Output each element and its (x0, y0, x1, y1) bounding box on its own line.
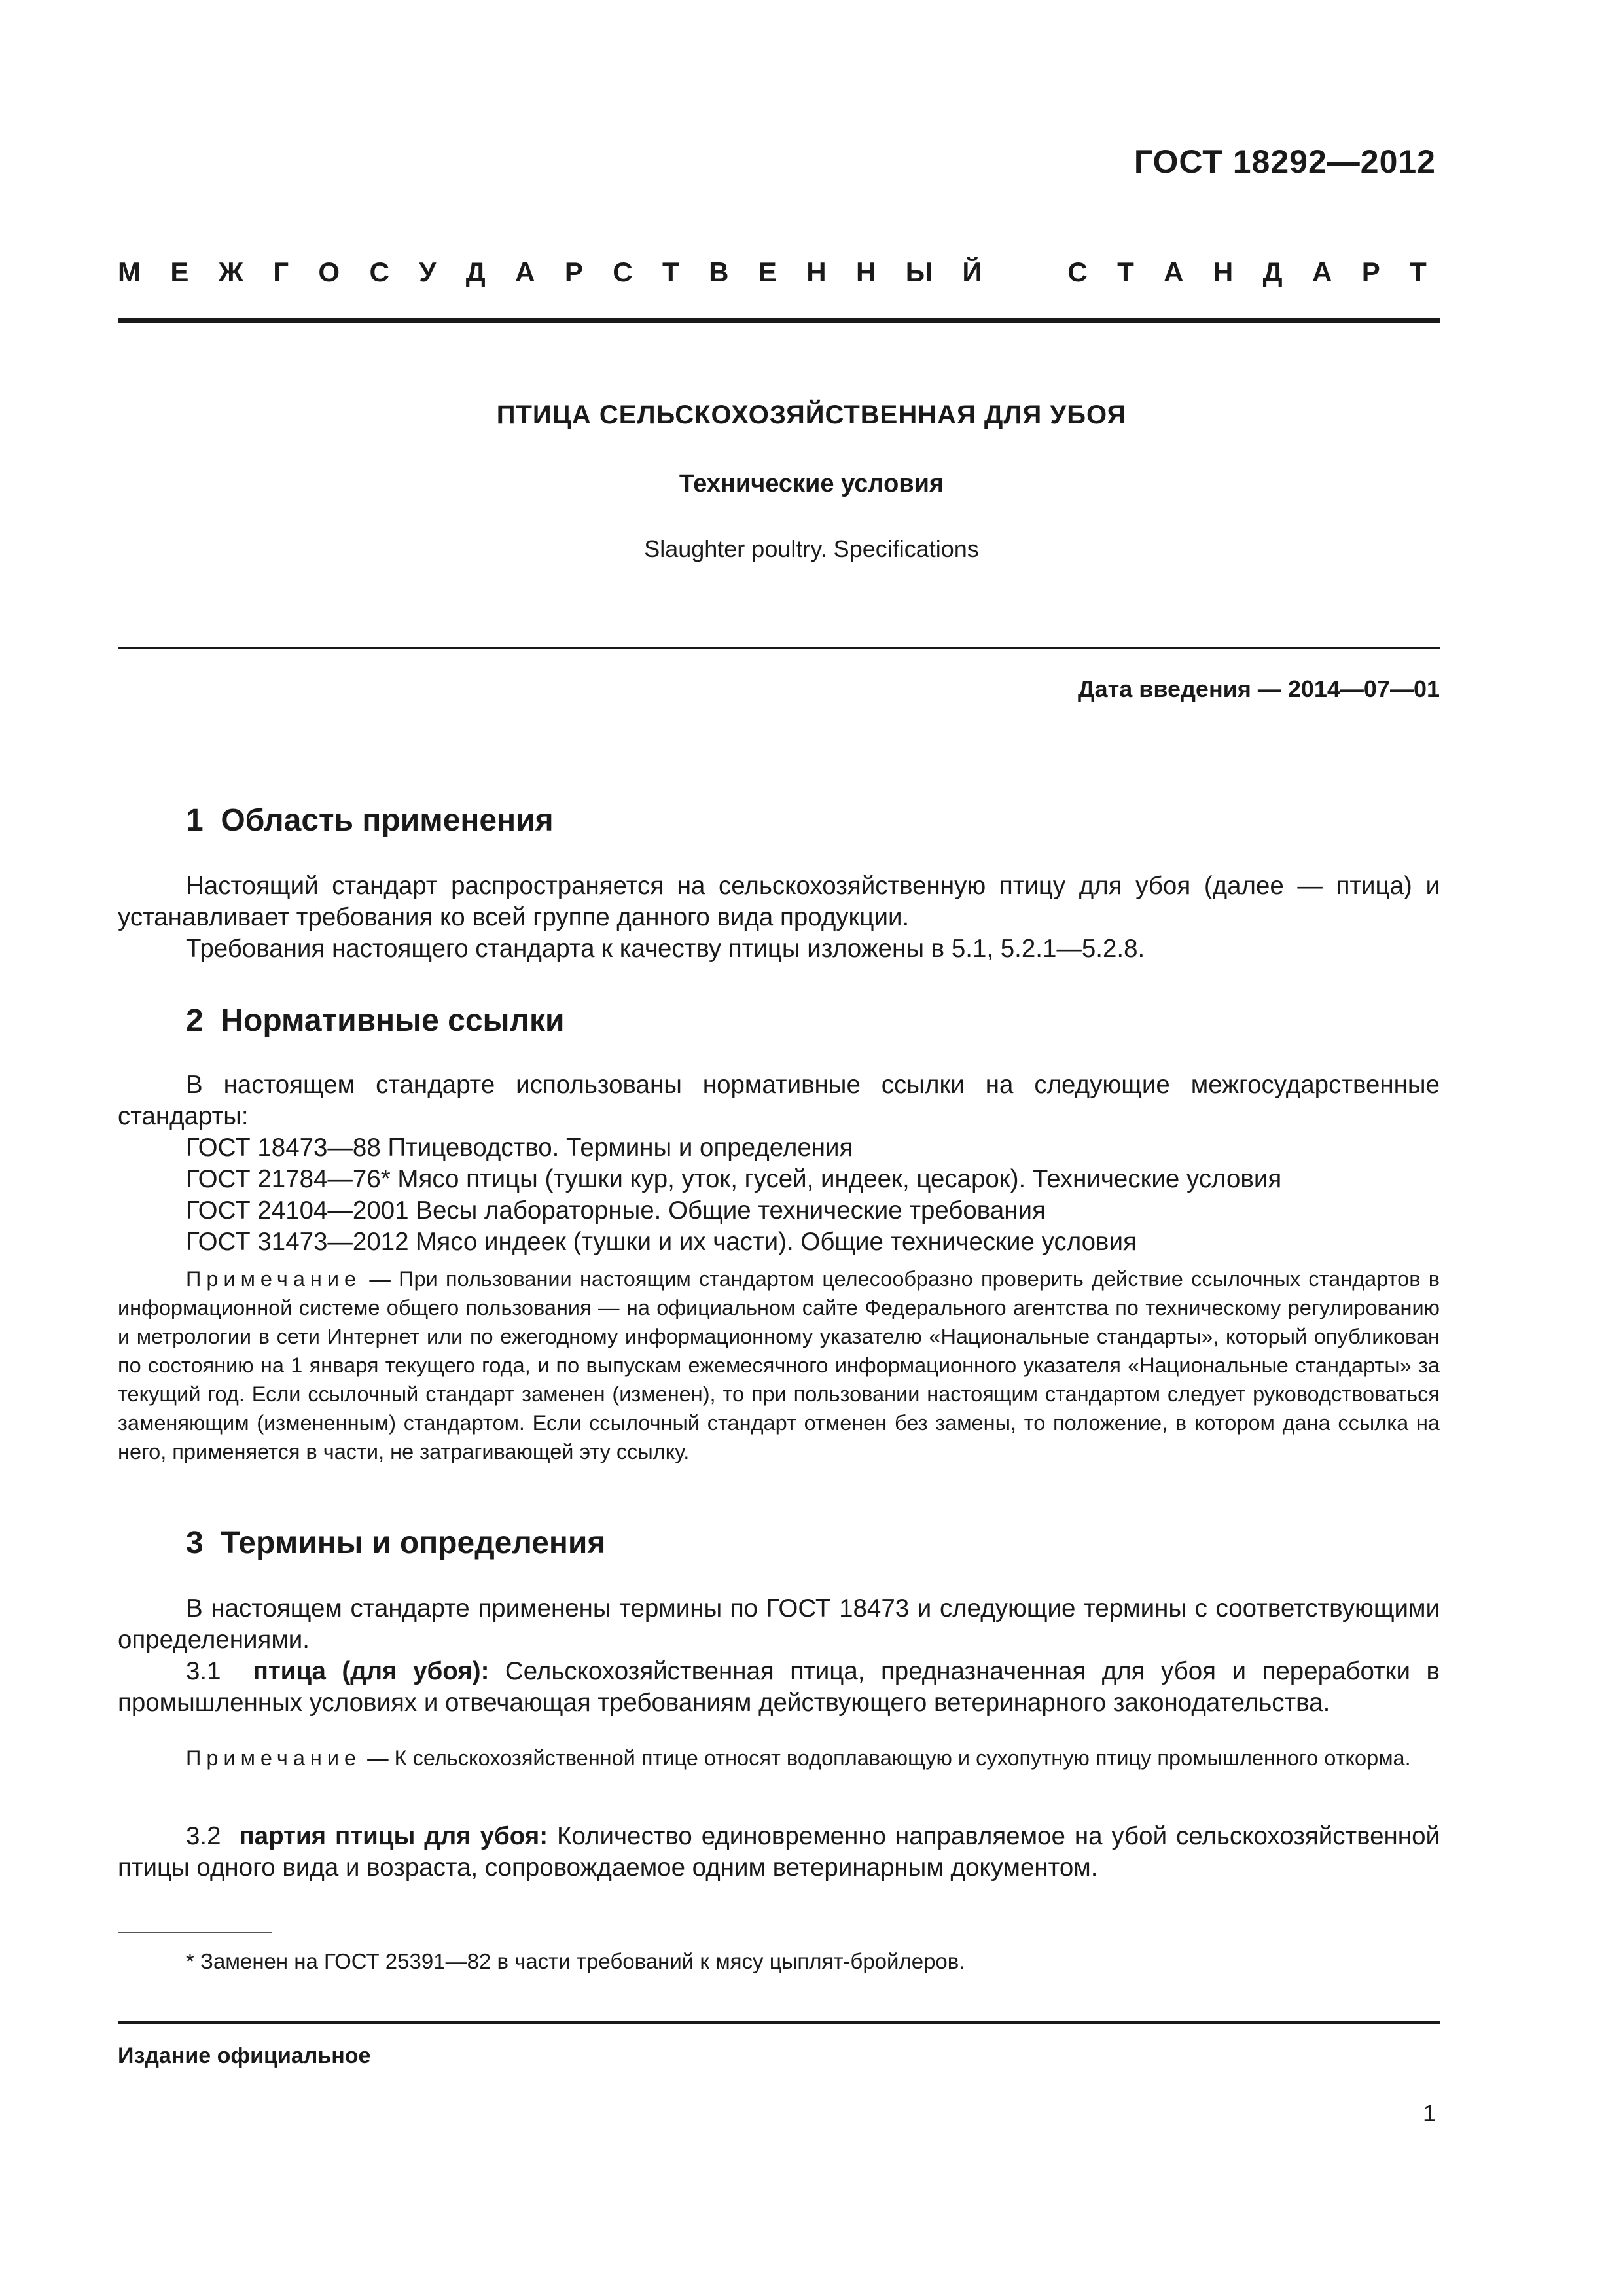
banner-letter: С (369, 257, 389, 287)
section-1-title: Область применения (221, 803, 554, 838)
banner-letter: Г (273, 257, 289, 287)
banner-letter: А (515, 257, 535, 287)
section-1-paragraph: Требования настоящего стандарта к качеству птицы изложены в 5.1, 5.2.1—5.2.8. (186, 935, 1145, 963)
banner-letter: Е (170, 257, 189, 287)
section-1-number: 1 (186, 803, 204, 838)
section-3-title: Термины и определения (221, 1526, 606, 1560)
reference-item: ГОСТ 24104—2001 Весы лабораторные. Общие технические требования (186, 1196, 1046, 1225)
banner-letter: С (613, 257, 633, 287)
term-name: партия птицы для убоя: (239, 1822, 548, 1850)
banner-letter: Н (806, 257, 827, 287)
term-number: 3.2 (186, 1822, 221, 1850)
section-2-title: Нормативные ссылки (221, 1003, 565, 1038)
footnote: * Заменен на ГОСТ 25391—82 в части требований к мясу цыплят-бройлеров. (186, 1949, 965, 1973)
banner-letter: Н (856, 257, 876, 287)
reference-item: ГОСТ 18473—88 Птицеводство. Термины и определения (186, 1134, 853, 1162)
banner-letter: В (709, 257, 729, 287)
banner-letter: Н (1213, 257, 1234, 287)
term-3-2-block (118, 1821, 1440, 1884)
introduction-date: Дата введения — 2014—07—01 (1077, 675, 1440, 702)
section-2-note (118, 1265, 1440, 1466)
banner-letter: Т (1410, 257, 1427, 287)
term-name: птица (для убоя): (253, 1657, 490, 1685)
official-edition-label: Издание официальное (118, 2043, 371, 2068)
english-title: Slaughter poultry. Specifications (644, 535, 979, 562)
note-label: Примечание (186, 1267, 362, 1291)
banner-letter: У (419, 257, 437, 287)
note-text: — К сельскохозяйственной птице относят водоплавающую и сухопутную птицу промышленного откорма. (361, 1746, 1411, 1770)
section-3-note (118, 1744, 1440, 1772)
term-definition: Сельскохозяйственная птица, предназначенная для убоя и переработки в промышленных условиях и отвечающая требованиям действующего ветеринарного законодательства. (118, 1657, 1440, 1717)
banner-letter: С (1067, 257, 1088, 287)
note-text: — При пользовании настоящим стандартом целесообразно проверить действие ссылочных стандартов в информационной системе общего пользования — на официальном сайте Федерального агентства по техническому регулированию и метрологии в сети Интернет или по ежегодному информационному указателю «Национальные стандарты», который опубликован по состоянию на 1 января текущего года, и по выпускам ежемесячного информационного указателя «Национальные стандарты» за текущий год. Если ссылочный стандарт заменен (изменен), то при пользовании настоящим стандартом следует руководствоваться заменяющим (измененным) стандартом. Если ссылочный стандарт отменен без замены, то положение, в котором дана ссылка на него, применяется в части, не затрагивающей эту ссылку. (118, 1267, 1440, 1463)
section-2-paragraph: В настоящем стандарте использованы нормативные ссылки на следующие межгосударственные стандарты: (118, 1071, 1440, 1130)
document-title: ПТИЦА СЕЛЬСКОХОЗЯЙСТВЕННАЯ ДЛЯ УБОЯ (496, 401, 1127, 429)
document-subtitle: Технические условия (679, 470, 944, 497)
reference-item: ГОСТ 21784—76* Мясо птицы (тушки кур, уток, гусей, индеек, цесарок). Технические условия (186, 1165, 1282, 1193)
banner-letter: Т (662, 257, 679, 287)
normative-references-list (186, 1132, 1440, 1258)
footer-rule (118, 2021, 1440, 2024)
term-definition: Количество единовременно направляемое на убой сельскохозяйственной птицы одного вида и возраста, сопровождаемое одним ветеринарным документом. (118, 1822, 1440, 1882)
banner-letter: А (1164, 257, 1184, 287)
banner-letter: Р (1361, 257, 1380, 287)
reference-item: ГОСТ 31473—2012 Мясо индеек (тушки и их части). Общие технические условия (186, 1228, 1137, 1256)
banner-letter: Ж (218, 257, 243, 287)
section-2-heading (118, 1003, 1440, 1039)
banner-letter: Ы (905, 257, 933, 287)
banner-letter: Р (564, 257, 583, 287)
term-number: 3.1 (186, 1657, 221, 1685)
banner-letter: О (318, 257, 340, 287)
footnote-separator (118, 1932, 272, 1933)
page-number: 1 (1422, 2100, 1436, 2126)
section-1-paragraph: Настоящий стандарт распространяется на сельскохозяйственную птицу для убоя (далее — птица) и устанавливает требования ко всей группе данного вида продукции. (118, 872, 1440, 931)
section-3-paragraph: В настоящем стандарте применены термины по ГОСТ 18473 и следующие термины с соответствующими определениями. (118, 1594, 1440, 1654)
section-1-heading (118, 802, 1440, 838)
banner-letter: Д (465, 257, 486, 287)
banner-word-gap (1012, 257, 1038, 288)
section-3-body (118, 1593, 1440, 1719)
section-1-body (118, 870, 1440, 965)
banner-letter: Т (1117, 257, 1134, 287)
section-3-number: 3 (186, 1526, 204, 1560)
note-label: Примечание (186, 1746, 362, 1770)
term-3-1 (118, 1656, 1440, 1719)
banner-letter: А (1311, 257, 1332, 287)
banner-letter: Й (962, 257, 982, 287)
standard-number: ГОСТ 18292—2012 (1133, 143, 1436, 180)
header-rule (118, 318, 1440, 323)
banner-letter: Д (1262, 257, 1283, 287)
interstate-standard-banner (118, 257, 1427, 288)
banner-letter: Е (758, 257, 777, 287)
section-2-number: 2 (186, 1003, 204, 1038)
section-2-body (118, 1069, 1440, 1132)
banner-letter: М (118, 257, 141, 287)
section-3-heading (118, 1525, 1440, 1561)
term-3-2 (118, 1821, 1440, 1884)
title-rule (118, 647, 1440, 649)
